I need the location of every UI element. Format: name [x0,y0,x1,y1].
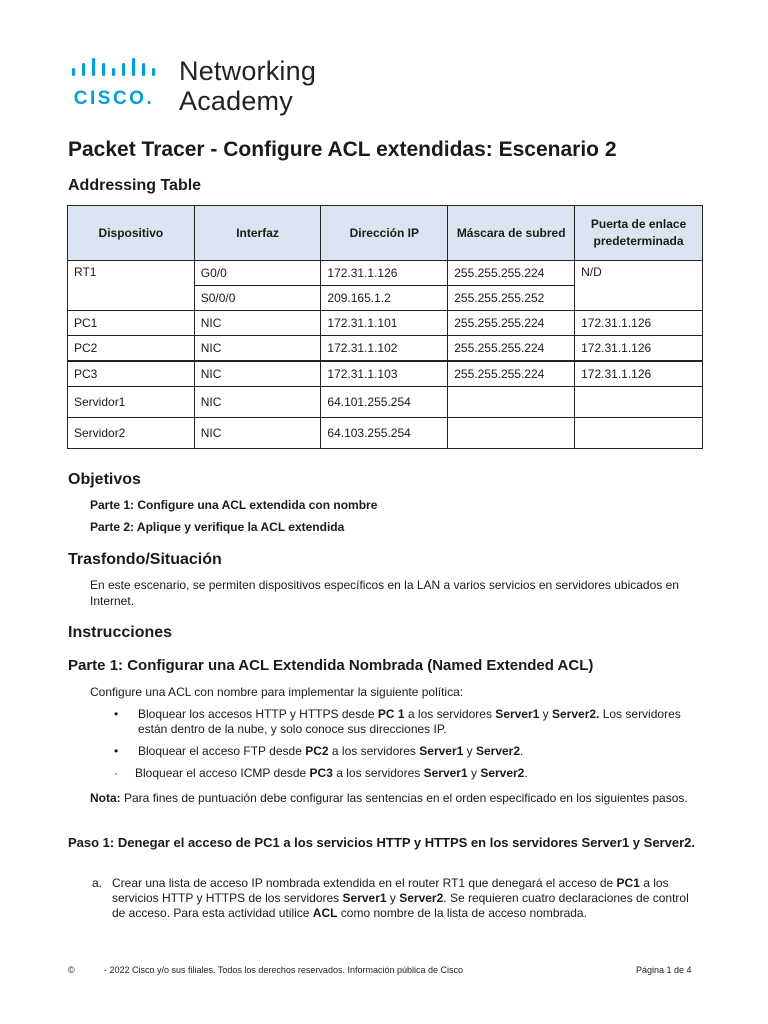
cell-ip: 172.31.1.103 [321,361,448,387]
cell-ip: 172.31.1.102 [321,336,448,362]
footer-copyright-symbol: © [68,965,75,975]
cisco-networking-academy-logo [72,58,322,116]
policy-bullet-3: Bloquear el acceso ICMP desde PC3 a los servidores Server1 y Server2. [135,766,528,780]
col-header: Dispositivo [68,206,195,261]
col-header: Máscara de subred [448,206,575,261]
cell-interface: NIC [194,311,321,336]
bullet-marker: • [114,744,119,758]
cell-ip: 209.165.1.2 [321,286,448,311]
cisco-logo-icon [72,58,172,116]
trasfondo-heading: Trasfondo/Situación [68,551,222,568]
addressing-table-heading: Addressing Table [68,177,202,194]
cell-device: PC2 [68,336,195,362]
objective-part-1: Parte 1: Configure una ACL extendida con nombre [90,498,378,512]
cell-interface: NIC [194,418,321,449]
part1-intro: Configure una ACL con nombre para implementar la siguiente política: [90,685,464,699]
trasfondo-text: En este escenario, se permiten dispositivos específicos en la LAN a varios servicios en servidores ubicados en Internet. [90,578,679,608]
instrucciones-heading: Instrucciones [68,624,173,641]
col-header: Puerta de enlace predeterminada [575,206,703,261]
table-row [68,311,703,336]
cell-mask: 255.255.255.252 [448,286,575,311]
cell-gateway: N/D [575,261,703,311]
footer-page-number: Página 1 de 4 [636,965,692,975]
logo-networking-text: Networking [179,56,317,86]
logo-academy-text: Academy [179,86,293,116]
cell-mask: 255.255.255.224 [448,336,575,362]
document-title: Packet Tracer - Configure ACL extendidas: Escenario 2 [68,138,617,161]
cell-gateway: 172.31.1.126 [575,336,703,362]
addressing-table [67,205,703,449]
col-header: Interfaz [194,206,321,261]
table-row [68,387,703,418]
cell-ip: 172.31.1.101 [321,311,448,336]
bullet-marker: • [114,707,119,721]
cell-gateway [575,418,703,449]
cell-gateway: 172.31.1.126 [575,361,703,387]
note-text: Para fines de puntuación debe configurar las sentencias en el orden especificado en los siguientes pasos. [120,791,688,805]
cell-interface: S0/0/0 [194,286,321,311]
cell-interface: NIC [194,361,321,387]
cell-gateway [575,387,703,418]
table-header-row [68,206,703,261]
cell-ip: 172.31.1.126 [321,261,448,286]
footer-text: - 2022 Cisco y/o sus filiales. Todos los derechos reservados. Información pública de Cisco [104,965,464,975]
svg-text:CISCO.: CISCO. [73,88,155,109]
step1-heading: Paso 1: Denegar el acceso de PC1 a los servicios HTTP y HTTPS en los servidores Server1 y Server2. [68,835,695,850]
cell-mask [448,418,575,449]
cell-mask: 255.255.255.224 [448,361,575,387]
cell-device: PC3 [68,361,195,387]
table-row [68,336,703,362]
cell-device: Servidor1 [68,387,195,418]
cell-mask [448,387,575,418]
policy-bullet-2: Bloquear el acceso FTP desde PC2 a los servidores Server1 y Server2. [138,744,524,758]
table-row [68,261,703,286]
step1-a-text: Crear una lista de acceso IP nombrada extendida en el router RT1 que denegará el acceso de PC1 a los servicios HTTP y HTTPS de los servidores Server1 y Server2. Se requieren cuatro declaraciones de control de acceso. Para esta actividad utilice ACL como nombre de la lista de acceso nombrada. [112,876,689,920]
cell-device: PC1 [68,311,195,336]
objetivos-heading: Objetivos [68,471,141,488]
part1-heading: Parte 1: Configurar una ACL Extendida Nombrada (Named Extended ACL) [68,657,594,674]
cell-device: Servidor2 [68,418,195,449]
step1-a-marker: a. [92,876,103,890]
cell-mask: 255.255.255.224 [448,261,575,286]
cell-interface: NIC [194,387,321,418]
cell-interface: NIC [194,336,321,362]
note-paragraph [90,790,700,806]
table-row [68,361,703,387]
cell-mask: 255.255.255.224 [448,311,575,336]
policy-bullet-1: Bloquear los accesos HTTP y HTTPS desde PC 1 a los servidores Server1 y Server2. Los servidores están dentro de la nube, y solo conoce sus direcciones IP. [138,707,681,736]
objective-part-2: Parte 2: Aplique y verifique la ACL extendida [90,520,345,534]
cell-gateway: 172.31.1.126 [575,311,703,336]
cell-device: RT1 [68,261,195,311]
cell-ip: 64.103.255.254 [321,418,448,449]
note-label: Nota: [90,791,121,805]
cell-interface: G0/0 [194,261,321,286]
cell-ip: 64.101.255.254 [321,387,448,418]
bullet-marker: · [114,766,118,780]
col-header: Dirección IP [321,206,448,261]
table-row [68,418,703,449]
